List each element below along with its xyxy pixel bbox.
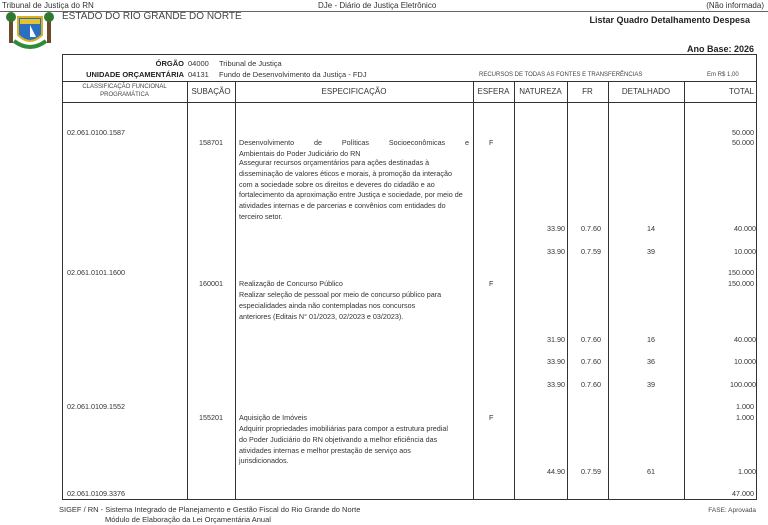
classificacao-total: 47.000 <box>732 489 754 498</box>
unidade-code: 04131 <box>188 70 209 79</box>
col-divider <box>235 81 236 500</box>
subacao-code: 160001 <box>199 279 223 288</box>
col-detalhado: DETALHADO <box>621 87 671 96</box>
natureza-value: 33.90 <box>547 247 565 256</box>
col-divider <box>684 81 685 500</box>
subacao-title-cont: Ambientais do Poder Judiciário do RN <box>239 149 361 158</box>
detalhado-value: 39 <box>647 247 655 256</box>
fr-value: 0.7.60 <box>581 380 601 389</box>
header-top-line <box>62 81 757 82</box>
col-total: TOTAL <box>728 87 754 96</box>
subacao-title: Aquisição de Imóveis <box>239 413 307 422</box>
fr-value: 0.7.59 <box>581 467 601 476</box>
date-info: (Não informada) <box>706 1 764 10</box>
rn-coat-of-arms-icon <box>6 11 54 53</box>
base-year: Ano Base: 2026 <box>686 44 754 54</box>
item-total: 100.000 <box>730 380 756 389</box>
phase-status: FASE: Aprovada <box>708 507 756 514</box>
classificacao-code: 02.061.0109.3376 <box>67 489 125 498</box>
subacao-total: 1.000 <box>736 413 754 422</box>
item-total: 10.000 <box>734 357 756 366</box>
esfera-value: F <box>489 279 494 288</box>
report-title: Listar Quadro Detalhamento Despesa <box>589 15 750 25</box>
subacao-code: 155201 <box>199 413 223 422</box>
subacao-total: 50.000 <box>732 138 754 147</box>
col-divider <box>608 81 609 500</box>
item-total: 40.000 <box>734 335 756 344</box>
recursos-label: RECURSOS DE TODAS AS FONTES E TRANSFERÊNCIAS <box>479 72 643 78</box>
subacao-description: Assegurar recursos orçamentários para ações destinadas à disseminação de valores éticos e morais, à promoção da interação com a sociedade sobre os direitos e deveres do cidadão e ao fortalecimento da aproximação entre Justiça e sociedade, por meio de atividades internas e de parcerias e convênios com entidades do terceiro setor. <box>239 158 463 221</box>
natureza-value: 33.90 <box>547 380 565 389</box>
fr-value: 0.7.59 <box>581 247 601 256</box>
court-name: Tribunal de Justiça do RN <box>2 1 94 10</box>
orgao-label: ÓRGÃO <box>155 59 184 68</box>
subacao-title: Desenvolvimento de Políticas Socioeconômicas e <box>239 138 469 147</box>
col-divider <box>514 81 515 500</box>
col-fr: FR <box>582 87 593 96</box>
unidade-label: UNIDADE ORÇAMENTÁRIA <box>86 70 184 79</box>
classificacao-total: 150.000 <box>728 268 754 277</box>
fr-value: 0.7.60 <box>581 357 601 366</box>
col-classificacao-2: PROGRAMÁTICA <box>100 92 149 98</box>
natureza-value: 33.90 <box>547 224 565 233</box>
detalhado-value: 16 <box>647 335 655 344</box>
col-classificacao-1: CLASSIFICAÇÃO FUNCIONAL <box>82 84 167 90</box>
unidade-name: Fundo de Desenvolvimento da Justiça - FDJ <box>219 70 367 79</box>
detalhado-value: 61 <box>647 467 655 476</box>
subacao-code: 158701 <box>199 138 223 147</box>
detalhado-value: 36 <box>647 357 655 366</box>
esfera-value: F <box>489 138 494 147</box>
journal-name: DJe - Diário de Justiça Eletrônico <box>318 1 437 10</box>
col-esfera: ESFERA <box>477 87 510 96</box>
detalhado-value: 14 <box>647 224 655 233</box>
classificacao-code: 02.061.0101.1600 <box>67 268 125 277</box>
currency-label: Em R$ 1,00 <box>707 72 739 78</box>
col-natureza: NATUREZA <box>519 87 562 96</box>
footer-system: SIGEF / RN - Sistema Integrado de Planejamento e Gestão Fiscal do Rio Grande do Norte <box>59 505 361 514</box>
subacao-description: Realizar seleção de pessoal por meio de concurso público para especialidades ainda não contempladas nos concursos anteriores (Editais N° 01/2023, 02/2023 e 03/2023). <box>239 290 442 321</box>
classificacao-code: 02.061.0109.1552 <box>67 402 125 411</box>
col-divider <box>567 81 568 500</box>
natureza-value: 31.90 <box>547 335 565 344</box>
subacao-title: Realização de Concurso Público <box>239 279 343 288</box>
subacao-total: 150.000 <box>728 279 754 288</box>
item-total: 1.000 <box>738 467 756 476</box>
col-divider <box>187 81 188 500</box>
state-title: ESTADO DO RIO GRANDE DO NORTE <box>62 11 242 22</box>
esfera-value: F <box>489 413 494 422</box>
natureza-value: 44.90 <box>547 467 565 476</box>
classificacao-total: 50.000 <box>732 128 754 137</box>
item-total: 10.000 <box>734 247 756 256</box>
classificacao-total: 1.000 <box>736 402 754 411</box>
col-especificacao: ESPECIFICAÇÃO <box>321 87 387 96</box>
orgao-code: 04000 <box>188 59 209 68</box>
fr-value: 0.7.60 <box>581 224 601 233</box>
orgao-name: Tribunal de Justiça <box>219 59 282 68</box>
fr-value: 0.7.60 <box>581 335 601 344</box>
classificacao-code: 02.061.0100.1587 <box>67 128 125 137</box>
detalhado-value: 39 <box>647 380 655 389</box>
col-subacao: SUBAÇÃO <box>191 87 231 96</box>
footer-module: Módulo de Elaboração da Lei Orçamentária Anual <box>105 515 271 524</box>
col-divider <box>473 81 474 500</box>
natureza-value: 33.90 <box>547 357 565 366</box>
header-bottom-line <box>62 102 757 103</box>
subacao-description: Adquirir propriedades imobiliárias para compor a estrutura predial do Poder Judiciário do RN objetivando a melhor eficiência das atividades internas e melhor prestação de serviço aos jurisdicionados. <box>239 424 448 466</box>
item-total: 40.000 <box>734 224 756 233</box>
